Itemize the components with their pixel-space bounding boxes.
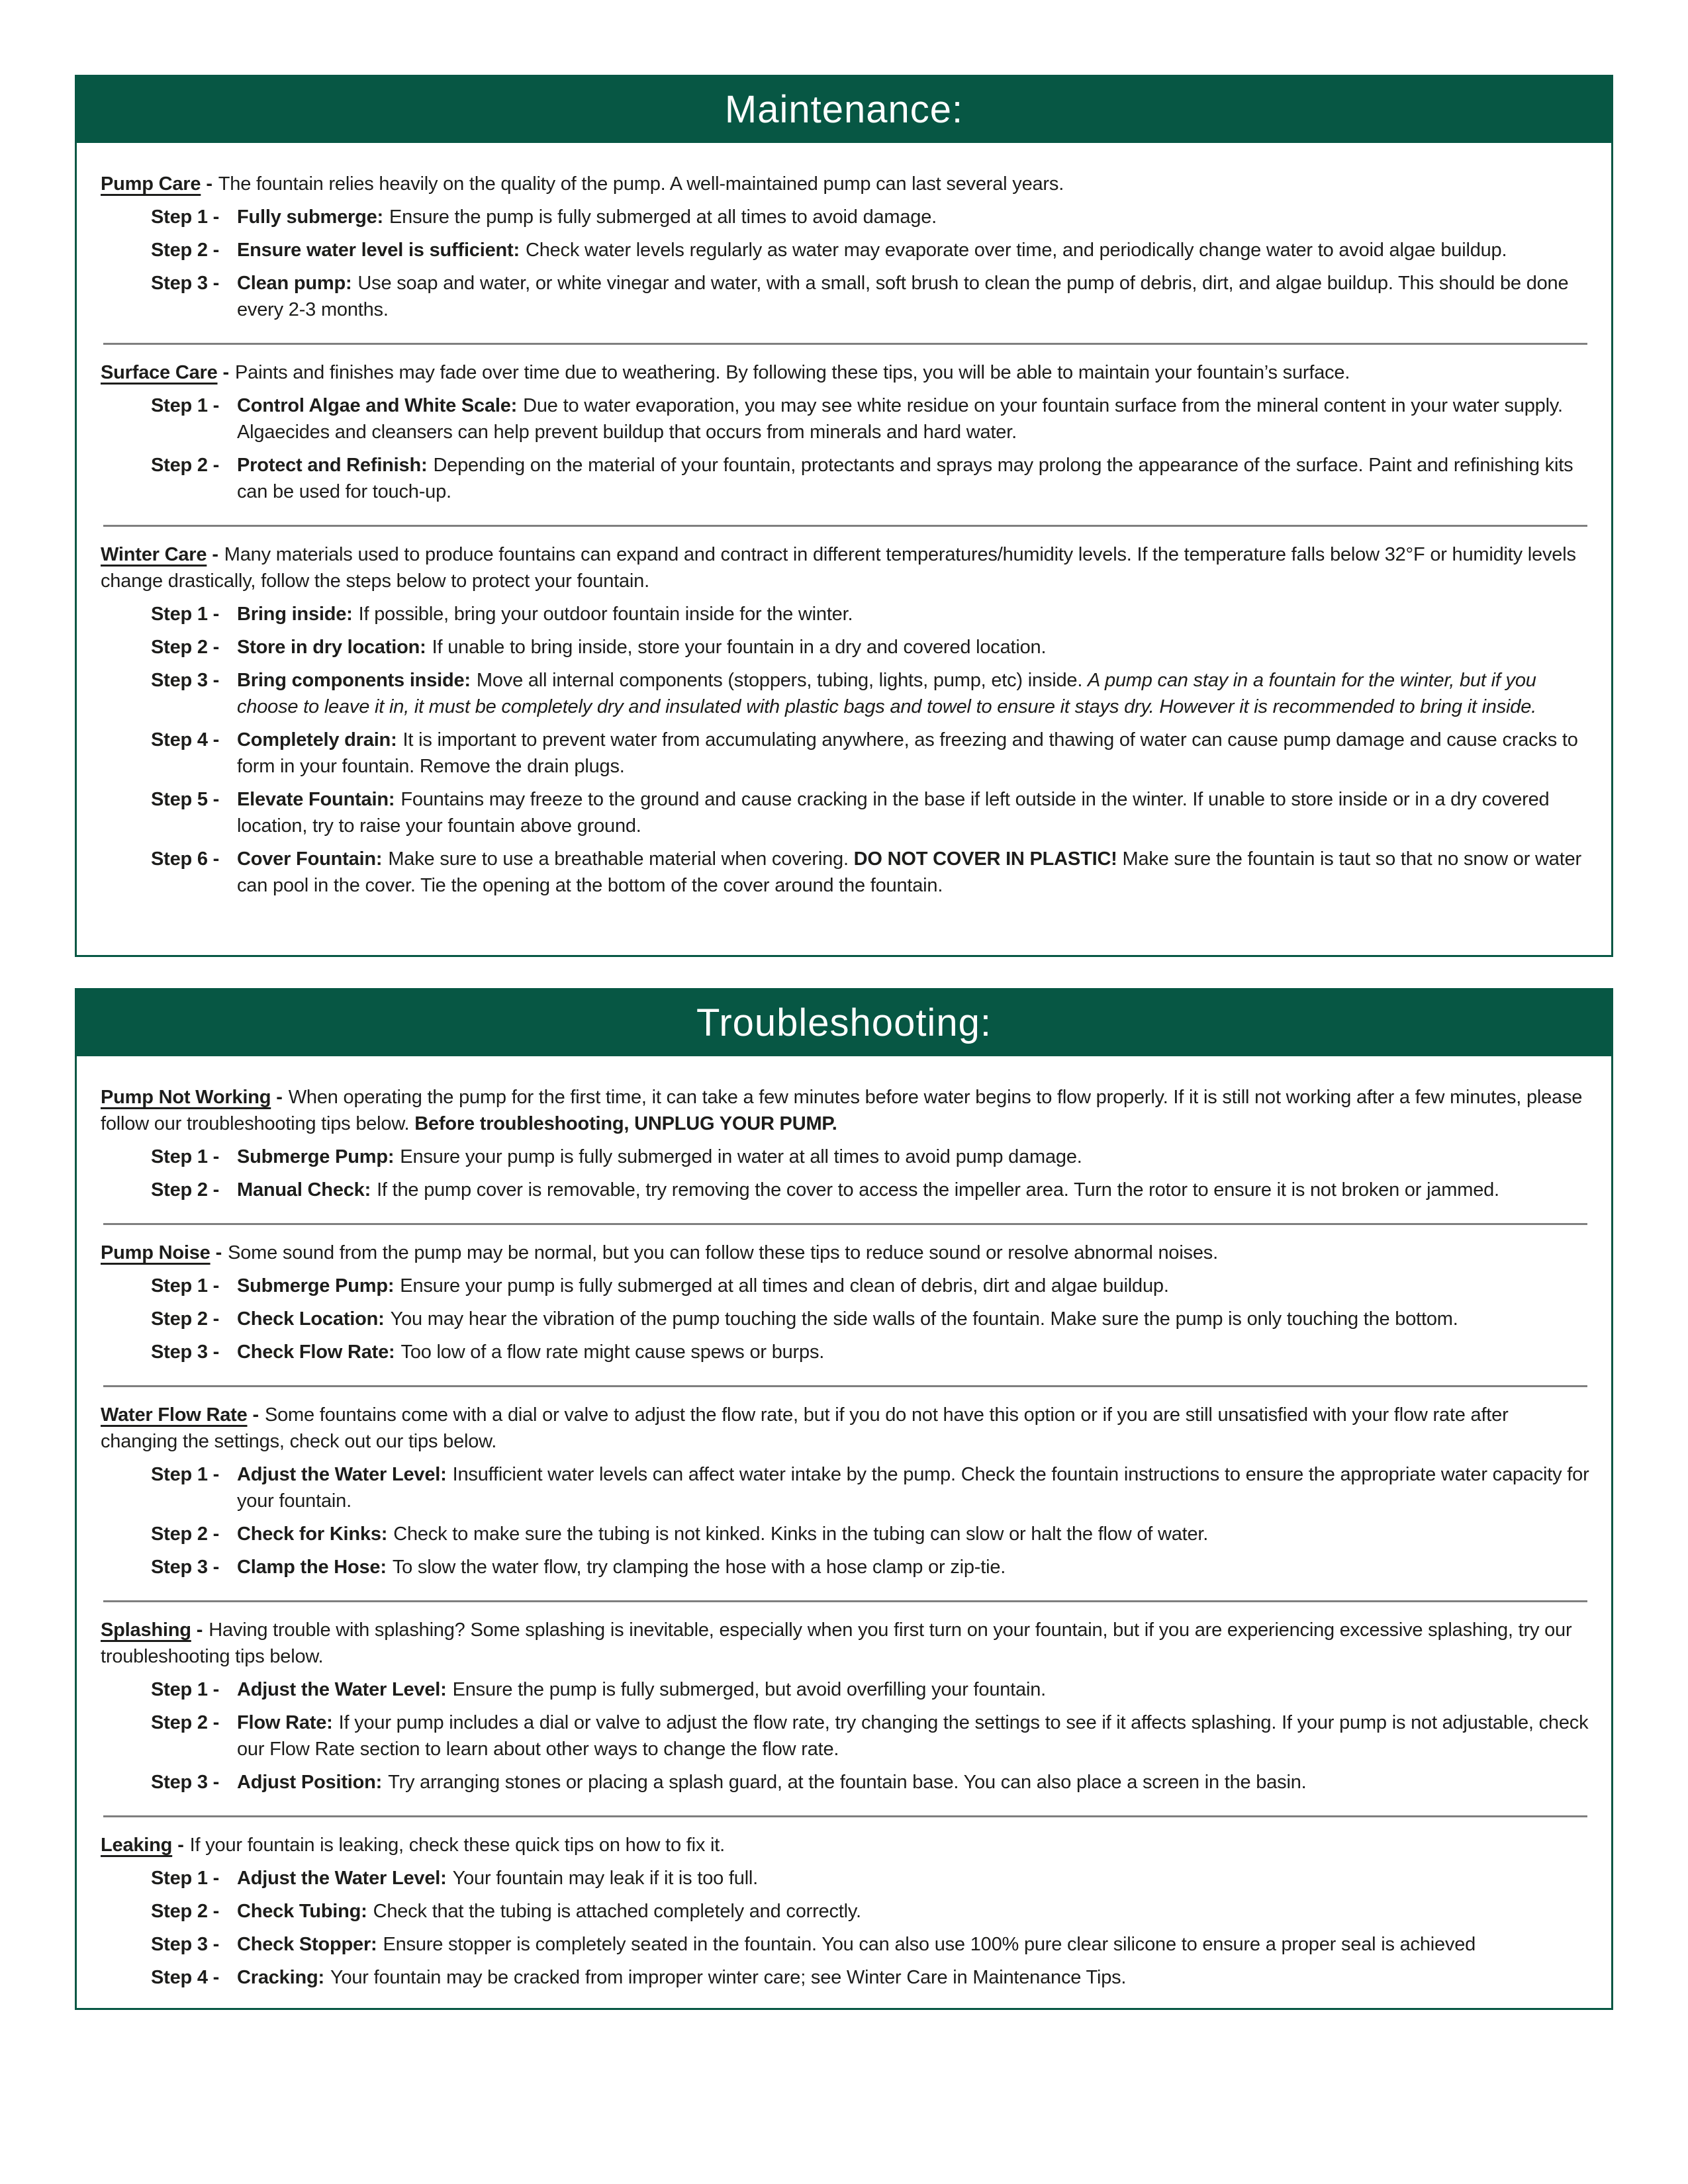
section-dash: - [222,362,229,383]
maintenance-panel [75,75,1613,957]
step-text [237,1144,1590,1170]
step-number: Step 4 - [151,1967,220,1988]
step-description: If unable to bring inside, store your fountain in a dry and covered location. [432,637,1047,658]
step-number: Step 2 - [151,1524,220,1545]
section-intro [101,359,1590,386]
step-description: Ensure your pump is fully submerged at all times and clean of debris, dirt and algae buildup. [400,1275,1169,1297]
section-intro [101,1240,1590,1266]
step-number: Step 1 - [151,206,220,228]
step-row [151,1144,1590,1170]
step-label: Control Algae and White Scale: [237,395,518,416]
step-description: To slow the water flow, try clamping the hose with a hose clamp or zip-tie. [392,1557,1006,1578]
step-row [151,270,1590,323]
step-number: Step 2 - [151,1901,220,1922]
step-number: Step 1 - [151,395,220,416]
step-label: Submerge Pump: [237,1275,395,1297]
step-text [237,727,1590,780]
step-label: Clean pump: [237,273,352,294]
step-description: It is important to prevent water from accumulating anywhere, as freezing and thawing of water can cause pump damage and cause cracks to form in your fountain. Remove the drain plugs. [237,729,1578,777]
step-description: Check to make sure the tubing is not kinked. Kinks in the tubing can slow or halt the flow of water. [393,1524,1209,1545]
step-description: Use soap and water, or white vinegar and water, with a small, soft brush to clean the pump of debris, dirt, and algae buildup. This should be done every 2-3 months. [237,273,1569,320]
step-text [237,1964,1590,1991]
step-description: Ensure the pump is fully submerged, but avoid overfilling your fountain. [452,1679,1046,1700]
step-description: If your pump includes a dial or valve to adjust the flow rate, try changing the settings to see if it affects splashing. If your pump is not adjustable, check our Flow Rate section to learn about other ways to change the flow rate. [237,1712,1589,1760]
section-water-flow-rate [101,1402,1590,1580]
step-label: Cover Fountain: [237,848,383,870]
step-label: Flow Rate: [237,1712,333,1733]
step-row [151,1554,1590,1580]
step-row [151,204,1590,230]
section-heading: Water Flow Rate [101,1404,248,1426]
step-text [237,1931,1590,1958]
step-description: DO NOT COVER IN PLASTIC! [853,848,1117,870]
step-text [237,1461,1590,1514]
section-dash: - [215,1242,222,1263]
step-text [237,846,1590,899]
step-text [237,1339,1590,1365]
step-description: A pump can stay in a fountain for the winter, but if you choose to leave it in, it must be completely dry and insulated with plastic bags and towel to ensure it stays dry. However it is recommended to bring it inside. [237,670,1536,717]
step-text [237,1306,1590,1332]
step-description: Ensure stopper is completely seated in the fountain. You can also use 100% pure clear silicone to ensure a proper seal is achieved [383,1934,1476,1955]
section-intro-text: If your fountain is leaking, check these quick tips on how to fix it. [189,1835,725,1856]
maintenance-panel-title: Maintenance: [724,88,964,131]
step-description: Check water levels regularly as water may evaporate over time, and periodically change water to avoid algae buildup. [525,240,1507,261]
step-number: Step 3 - [151,1342,220,1363]
step-text [237,237,1590,263]
troubleshooting-panel-title: Troubleshooting: [696,1001,992,1044]
step-text [237,1554,1590,1580]
step-row [151,1521,1590,1547]
step-label: Submerge Pump: [237,1146,395,1167]
step-label: Check Tubing: [237,1901,367,1922]
step-number: Step 1 - [151,1679,220,1700]
step-row [151,1306,1590,1332]
section-intro-text: Some sound from the pump may be normal, but you can follow these tips to reduce sound or resolve abnormal noises. [228,1242,1218,1263]
step-row [151,727,1590,780]
step-description: If possible, bring your outdoor fountain inside for the winter. [358,604,853,625]
section-intro [101,1617,1590,1670]
step-number: Step 2 - [151,455,220,476]
step-text [237,1709,1590,1762]
step-text [237,204,1590,230]
step-number: Step 2 - [151,240,220,261]
step-number: Step 2 - [151,637,220,658]
section-intro-text: When operating the pump for the first time, it can take a few minutes before water begins to flow properly. If it is still not working after a few minutes, please follow our troubleshooting tips below. [101,1087,1583,1134]
step-number: Step 2 - [151,1179,220,1201]
step-row [151,1898,1590,1925]
step-number: Step 3 - [151,1557,220,1578]
step-description: Ensure your pump is fully submerged in water at all times to avoid pump damage. [400,1146,1082,1167]
section-divider [103,1223,1587,1225]
section-intro-text: Some fountains come with a dial or valve to adjust the flow rate, but if you do not have this option or if you are still unsatisfied with your flow rate after changing the settings, check out our tips below. [101,1404,1509,1452]
section-surface-care [101,359,1590,505]
step-description: You may hear the vibration of the pump touching the side walls of the fountain. Make sure the pump is only touching the bottom. [390,1308,1458,1330]
step-text [237,392,1590,445]
step-row [151,1676,1590,1703]
step-label: Fully submerge: [237,206,383,228]
step-label: Manual Check: [237,1179,371,1201]
step-description: Depending on the material of your fountain, protectants and sprays may prolong the appearance of the surface. Paint and refinishing kits can be used for touch-up. [237,455,1573,502]
step-label: Bring components inside: [237,670,471,691]
step-description: Try arranging stones or placing a splash guard, at the fountain base. You can also place a screen in the basin. [388,1772,1307,1793]
section-intro [101,1832,1590,1858]
section-dash: - [252,1404,259,1426]
step-number: Step 1 - [151,1146,220,1167]
step-label: Check Flow Rate: [237,1342,395,1363]
maintenance-panel-body [77,143,1611,899]
step-number: Step 5 - [151,789,220,810]
step-number: Step 2 - [151,1308,220,1330]
section-winter-care [101,541,1590,899]
step-row [151,601,1590,627]
section-intro-text: The fountain relies heavily on the quality of the pump. A well-maintained pump can last several years. [218,173,1064,195]
step-row [151,1273,1590,1299]
section-heading: Pump Care [101,173,201,195]
section-heading: Surface Care [101,362,218,383]
step-text [237,270,1590,323]
step-text [237,1769,1590,1796]
troubleshooting-panel [75,988,1613,2010]
step-label: Completely drain: [237,729,397,751]
section-leaking [101,1832,1590,1991]
section-intro-text: Having trouble with splashing? Some splashing is inevitable, especially when you first turn on your fountain, but if you are experiencing excessive splashing, try our troubleshooting tips below. [101,1619,1572,1667]
troubleshooting-panel-header [76,989,1612,1056]
step-row [151,846,1590,899]
section-divider [103,1600,1587,1602]
step-label: Protect and Refinish: [237,455,428,476]
step-number: Step 3 - [151,273,220,294]
section-divider [103,525,1587,527]
step-description: Ensure the pump is fully submerged at all times to avoid damage. [389,206,937,228]
step-description: Too low of a flow rate might cause spews or burps. [400,1342,825,1363]
step-number: Step 3 - [151,670,220,691]
step-label: Check Stopper: [237,1934,377,1955]
step-number: Step 3 - [151,1772,220,1793]
step-label: Bring inside: [237,604,353,625]
step-number: Step 2 - [151,1712,220,1733]
step-label: Clamp the Hose: [237,1557,387,1578]
step-description: Check that the tubing is attached completely and correctly. [373,1901,861,1922]
troubleshooting-panel-body [77,1056,1611,1991]
step-description: If the pump cover is removable, try removing the cover to access the impeller area. Turn the rotor to ensure it is not broken or jammed. [377,1179,1499,1201]
step-text [237,1521,1590,1547]
step-text [237,786,1590,839]
step-description: Fountains may freeze to the ground and cause cracking in the base if left outside in the winter. If unable to store inside or in a dry covered location, try to raise your fountain above ground. [237,789,1550,837]
step-number: Step 4 - [151,729,220,751]
step-description: Make sure to use a breathable material when covering. [388,848,854,870]
step-text [237,1865,1590,1891]
step-row [151,786,1590,839]
section-pump-care [101,171,1590,323]
step-description: Make sure the fountain is taut so that no snow or water can pool in the cover. Tie the opening at the bottom of the cover around the fountain. [237,848,1581,896]
step-row [151,1461,1590,1514]
step-row [151,1177,1590,1203]
section-splashing [101,1617,1590,1796]
section-heading: Pump Noise [101,1242,211,1263]
step-number: Step 1 - [151,1464,220,1485]
step-row [151,1709,1590,1762]
section-heading: Pump Not Working [101,1087,271,1108]
step-description: Insufficient water levels can affect water intake by the pump. Check the fountain instructions to ensure the appropriate water capacity for your fountain. [237,1464,1589,1512]
step-text [237,1177,1590,1203]
step-row [151,237,1590,263]
section-intro [101,171,1590,197]
step-row [151,667,1590,720]
step-text [237,1273,1590,1299]
section-dash: - [196,1619,203,1641]
step-description: Your fountain may leak if it is too full. [452,1868,759,1889]
section-heading: Winter Care [101,544,207,565]
step-number: Step 1 - [151,604,220,625]
section-dash: - [212,544,218,565]
step-text [237,601,1590,627]
section-intro [101,1402,1590,1455]
step-number: Step 6 - [151,848,220,870]
step-label: Store in dry location: [237,637,426,658]
step-description: Due to water evaporation, you may see white residue on your fountain surface from the mineral content in your water supply. Algaecides and cleansers can help prevent buildup that occurs from minerals and hard water. [237,395,1563,443]
section-intro-text: Paints and finishes may fade over time due to weathering. By following these tips, you will be able to maintain your fountain’s surface. [235,362,1350,383]
step-number: Step 1 - [151,1868,220,1889]
step-label: Ensure water level is sufficient: [237,240,520,261]
section-dash: - [206,173,212,195]
step-row [151,1964,1590,1991]
section-divider [103,343,1587,345]
maintenance-panel-header [76,76,1612,143]
step-label: Elevate Fountain: [237,789,395,810]
step-label: Check for Kinks: [237,1524,388,1545]
step-label: Check Location: [237,1308,385,1330]
step-row [151,392,1590,445]
step-label: Adjust Position: [237,1772,383,1793]
section-heading: Splashing [101,1619,191,1641]
section-intro-text: Many materials used to produce fountains can expand and contract in different temperatures/humidity levels. If the temperature falls below 32°F or humidity levels change drastically, follow the steps below to protect your fountain. [101,544,1576,592]
step-label: Adjust the Water Level: [237,1464,447,1485]
step-number: Step 3 - [151,1934,220,1955]
step-description: Move all internal components (stoppers, tubing, lights, pump, etc) inside. [476,670,1088,691]
step-text [237,452,1590,505]
section-divider [103,1815,1587,1817]
step-row [151,1865,1590,1891]
section-pump-not-working [101,1084,1590,1203]
step-number: Step 1 - [151,1275,220,1297]
section-heading: Leaking [101,1835,173,1856]
section-intro [101,1084,1590,1137]
step-row [151,1339,1590,1365]
step-text [237,1676,1590,1703]
step-text [237,634,1590,660]
step-row [151,1931,1590,1958]
section-dash: - [276,1087,283,1108]
step-label: Adjust the Water Level: [237,1679,447,1700]
step-label: Cracking: [237,1967,324,1988]
step-text [237,667,1590,720]
step-label: Adjust the Water Level: [237,1868,447,1889]
step-row [151,452,1590,505]
step-row [151,1769,1590,1796]
step-description: Your fountain may be cracked from improper winter care; see Winter Care in Maintenance Tips. [330,1967,1127,1988]
step-row [151,634,1590,660]
section-dash: - [177,1835,184,1856]
section-pump-noise [101,1240,1590,1365]
section-intro-text: Before troubleshooting, UNPLUG YOUR PUMP. [414,1113,837,1134]
section-intro [101,541,1590,594]
step-text [237,1898,1590,1925]
section-divider [103,1385,1587,1387]
